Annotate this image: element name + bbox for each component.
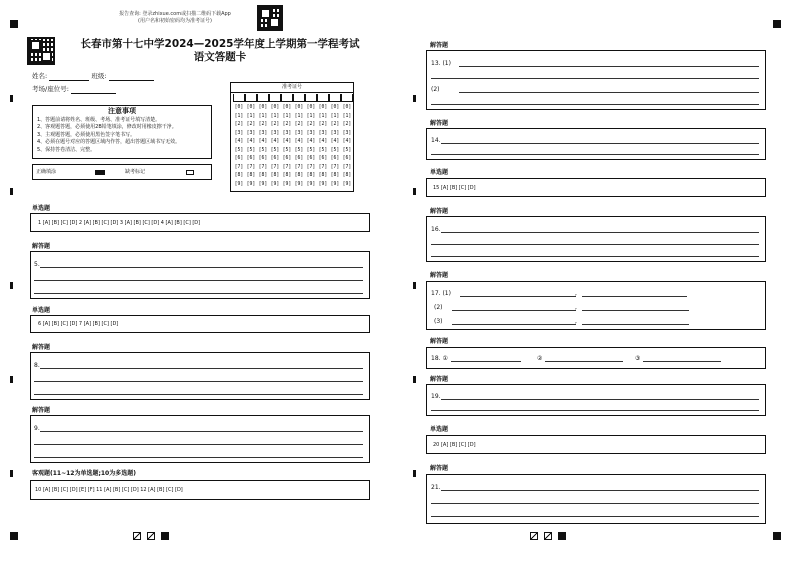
exam-id-bubble[interactable]: [0] [282, 105, 292, 110]
qr-code-top [257, 5, 283, 31]
exam-id-bubble[interactable]: [4] [258, 139, 268, 144]
exam-id-bubble[interactable]: [8] [342, 173, 352, 178]
exam-id-bubble[interactable]: [3] [318, 130, 328, 136]
section-label: 解答题 [32, 407, 51, 414]
exam-id-write-cells[interactable] [233, 94, 353, 102]
exam-id-bubble[interactable]: [2] [330, 122, 340, 127]
registration-mark-bottom-left [10, 532, 18, 540]
question-number-16: 16. [431, 226, 441, 233]
qr-code-header [27, 37, 55, 65]
timing-mark [10, 376, 13, 383]
exam-id-bubble[interactable]: [9] [342, 181, 352, 187]
timing-mark [10, 282, 13, 289]
exam-id-bubble[interactable]: [4] [246, 139, 256, 144]
registration-mark-top-right [773, 20, 781, 28]
exam-title-line2: 语文答题卡 [193, 51, 247, 63]
exam-id-bubble[interactable]: [4] [330, 139, 340, 144]
answer-box-q17[interactable] [426, 281, 766, 330]
answer-box-q13[interactable] [426, 50, 766, 110]
exam-id-bubble[interactable]: [6] [270, 156, 280, 161]
exam-id-bubble[interactable]: [9] [330, 181, 340, 187]
exam-id-bubble[interactable]: [4] [342, 139, 352, 144]
exam-id-bubble[interactable]: [5] [318, 147, 328, 153]
exam-id-bubble[interactable]: [7] [330, 164, 340, 170]
timing-mark [413, 376, 416, 383]
exam-id-bubble[interactable]: [8] [306, 173, 316, 178]
comma-17-2: , [575, 304, 577, 311]
exam-id-bubble[interactable]: [4] [282, 139, 292, 144]
single-choice-box-2 [30, 315, 370, 333]
report-query-line1: 报告查询: 登录zhixue.com或扫描二维码下载App [119, 11, 231, 17]
comma-17-1: , [575, 290, 577, 297]
exam-id-bubble[interactable]: [8] [246, 173, 256, 178]
single-choice-box-15 [426, 178, 766, 197]
blank-18-2-marker: ② [537, 355, 543, 362]
exam-id-bubble[interactable]: [8] [294, 173, 304, 178]
exam-id-bubble[interactable]: [8] [330, 173, 340, 178]
exam-id-bubble[interactable]: [8] [234, 173, 244, 178]
registration-mark-bottom-right [773, 532, 781, 540]
exam-id-bubble[interactable]: [4] [318, 139, 328, 144]
exam-id-bubble[interactable]: [7] [318, 164, 328, 170]
exam-id-bubble[interactable]: [5] [330, 147, 340, 153]
seat-label: 考场/座位号: [32, 85, 69, 93]
exam-id-bubble[interactable]: [0] [294, 105, 304, 110]
notes-item: 1、答题前请将姓名、班级、考场、准考证号填写清楚。 [37, 116, 161, 123]
exam-id-bubble[interactable]: [8] [318, 173, 328, 178]
exam-id-bubble[interactable]: [1] [282, 113, 292, 119]
correct-fill-label: 正确填涂 [36, 169, 57, 175]
exam-id-bubble[interactable]: [4] [234, 139, 244, 144]
exam-id-bubble[interactable]: [6] [234, 156, 244, 161]
page-mark-slash [530, 532, 538, 540]
exam-id-bubble[interactable]: [3] [342, 130, 352, 136]
exam-id-bubble[interactable]: [2] [246, 122, 256, 127]
seat-field[interactable] [71, 93, 116, 94]
question-number-13-2: (2) [431, 86, 440, 93]
exam-id-bubble[interactable]: [5] [246, 147, 256, 153]
exam-id-bubble[interactable]: [7] [342, 164, 352, 170]
exam-id-bubble[interactable]: [7] [246, 164, 256, 170]
exam-id-bubble[interactable]: [0] [234, 105, 244, 110]
section-label: 解答题 [430, 42, 449, 49]
exam-id-bubble[interactable]: [8] [282, 173, 292, 178]
exam-id-bubble[interactable]: [1] [306, 113, 316, 119]
timing-mark [10, 470, 13, 477]
exam-id-bubble[interactable]: [1] [342, 113, 352, 119]
question-number-8: 8. [34, 362, 40, 369]
notes-item: 3、主观题答题，必须使用黑色签字笔书写。 [37, 131, 136, 138]
exam-id-title: 准考证号 [231, 83, 353, 93]
exam-id-bubble[interactable]: [7] [294, 164, 304, 170]
answer-box-q8[interactable] [30, 352, 370, 400]
exam-id-bubble[interactable]: [5] [282, 147, 292, 153]
page-mark-filled [161, 532, 169, 540]
exam-id-bubble[interactable]: [0] [330, 105, 340, 110]
exam-id-bubble[interactable]: [6] [258, 156, 268, 161]
comma-17-3: , [575, 318, 577, 325]
exam-id-bubble[interactable]: [0] [270, 105, 280, 110]
exam-title [60, 38, 380, 64]
section-label: 单选题 [32, 307, 51, 314]
question-number-9: 9. [34, 425, 40, 432]
exam-id-bubble[interactable]: [3] [270, 130, 280, 136]
exam-id-bubble[interactable]: [1] [270, 113, 280, 119]
exam-id-bubble[interactable]: [6] [330, 156, 340, 161]
blank-18-3-marker: ③ [635, 355, 641, 362]
report-query-note [95, 11, 255, 25]
page-mark-slash [544, 532, 552, 540]
choice-options-10-12[interactable]: 10 [A] [B] [C] [D] [E] [F] 11 [A] [B] [C] [D] 12 [A] [B] [C] [D] [35, 487, 183, 493]
exam-id-bubble[interactable]: [7] [258, 164, 268, 170]
timing-mark [10, 95, 13, 102]
exam-id-bubble[interactable]: [7] [282, 164, 292, 170]
absent-mark-checkbox[interactable] [186, 170, 194, 175]
exam-id-bubble[interactable]: [6] [318, 156, 328, 161]
exam-id-bubble[interactable]: [8] [258, 173, 268, 178]
question-number-17-1: 17. (1) [431, 290, 451, 297]
student-info [32, 72, 232, 98]
correct-fill-sample [95, 170, 105, 175]
exam-id-bubble[interactable]: [5] [234, 147, 244, 153]
section-label: 解答题 [430, 338, 449, 345]
section-label: 单选题 [430, 426, 449, 433]
objective-choice-box [30, 480, 370, 500]
exam-id-bubble[interactable]: [4] [306, 139, 316, 144]
answer-box-q16[interactable] [426, 216, 766, 262]
exam-id-bubble[interactable]: [2] [270, 122, 280, 127]
question-number-5: 5. [34, 261, 40, 268]
answer-box-q18[interactable] [426, 347, 766, 369]
exam-id-bubble[interactable]: [9] [270, 181, 280, 187]
exam-id-bubble[interactable]: [6] [342, 156, 352, 161]
exam-id-bubble[interactable]: [2] [258, 122, 268, 127]
exam-id-bubble[interactable]: [9] [234, 181, 244, 187]
answer-box-q14[interactable] [426, 128, 766, 160]
exam-id-bubble[interactable]: [0] [318, 105, 328, 110]
exam-id-bubble[interactable]: [1] [330, 113, 340, 119]
exam-title-line1: 长春市第十七中学2024—2025学年度上学期第一学程考试 [80, 38, 360, 50]
exam-id-bubble[interactable]: [3] [330, 130, 340, 136]
single-choice-box-20 [426, 435, 766, 454]
class-field[interactable] [109, 80, 154, 81]
exam-id-bubble[interactable]: [0] [258, 105, 268, 110]
exam-id-bubble[interactable]: [1] [258, 113, 268, 119]
report-query-line2: (用户名和初始密码均为准考证号) [138, 18, 212, 24]
exam-id-bubble[interactable]: [3] [234, 130, 244, 136]
page-mark-slash [133, 532, 141, 540]
notes-item: 2、客观题答题，必须使用2B铅笔填涂，修改时用橡皮擦干净。 [37, 124, 177, 130]
section-label: 解答题 [430, 208, 449, 215]
timing-mark [413, 188, 416, 195]
fill-example-box [32, 164, 212, 180]
timing-mark [413, 470, 416, 477]
question-number-14: 14. [431, 137, 441, 144]
section-label: 单选题 [430, 169, 449, 176]
answer-box-q19[interactable] [426, 384, 766, 416]
exam-id-bubble[interactable]: [7] [234, 164, 244, 170]
exam-id-bubble[interactable]: [3] [294, 130, 304, 136]
exam-id-bubble[interactable]: [9] [318, 181, 328, 187]
name-label: 姓名: [32, 72, 48, 80]
question-number-18: 18. ① [431, 355, 448, 362]
exam-id-bubble[interactable]: [1] [294, 113, 304, 119]
choice-options-1-4[interactable]: 1 [A] [B] [C] [D] 2 [A] [B] [C] [D] 3 [A] [B] [C] [D] 4 [A] [B] [C] [D] [38, 220, 201, 226]
exam-id-bubble[interactable]: [5] [342, 147, 352, 153]
question-number-21: 21. [431, 484, 441, 491]
notes-item: 4、必须在题号对应的答题区域内作答，超出答题区域书写无效。 [37, 139, 181, 145]
exam-id-bubble[interactable]: [5] [270, 147, 280, 153]
exam-id-bubble[interactable]: [1] [234, 113, 244, 119]
exam-id-bubble[interactable]: [9] [306, 181, 316, 187]
name-field[interactable] [49, 80, 89, 81]
section-label: 解答题 [430, 272, 449, 279]
exam-id-bubble[interactable]: [0] [342, 105, 352, 110]
exam-id-bubble-grid[interactable] [233, 104, 353, 189]
exam-id-bubble[interactable]: [6] [246, 156, 256, 161]
section-label: 解答题 [430, 376, 449, 383]
exam-id-box [230, 82, 354, 192]
exam-id-bubble[interactable]: [2] [318, 122, 328, 127]
section-label: 客观题(11~12为单选题;10为多选题) [32, 470, 136, 477]
exam-id-bubble[interactable]: [3] [282, 130, 292, 136]
question-number-19: 19. [431, 393, 441, 400]
section-label: 解答题 [430, 465, 449, 472]
exam-id-bubble[interactable]: [7] [306, 164, 316, 170]
section-label: 单选题 [32, 205, 51, 212]
question-number-17-3: (3) [434, 318, 443, 325]
exam-id-bubble[interactable]: [4] [294, 139, 304, 144]
exam-id-bubble[interactable]: [4] [270, 139, 280, 144]
notes-title: 注意事项 [108, 107, 136, 115]
exam-id-bubble[interactable]: [9] [258, 181, 268, 187]
exam-id-bubble[interactable]: [0] [246, 105, 256, 110]
exam-id-bubble[interactable]: [2] [282, 122, 292, 127]
exam-id-bubble[interactable]: [9] [294, 181, 304, 187]
exam-id-bubble[interactable]: [6] [294, 156, 304, 161]
exam-id-bubble[interactable]: [0] [306, 105, 316, 110]
section-label: 解答题 [430, 120, 449, 127]
exam-id-bubble[interactable]: [2] [234, 122, 244, 127]
exam-id-bubble[interactable]: [3] [258, 130, 268, 136]
answer-box-q21[interactable] [426, 474, 766, 524]
exam-id-bubble[interactable]: [6] [306, 156, 316, 161]
exam-id-bubble[interactable]: [7] [270, 164, 280, 170]
exam-id-bubble[interactable]: [2] [342, 122, 352, 127]
timing-mark [413, 282, 416, 289]
question-number-13-1: 13. (1) [431, 60, 451, 67]
page-mark-slash [147, 532, 155, 540]
exam-id-bubble[interactable]: [3] [246, 130, 256, 136]
exam-id-bubble[interactable]: [2] [294, 122, 304, 127]
timing-mark [413, 95, 416, 102]
class-label: 班级: [91, 72, 107, 80]
absent-mark-label: 缺考标记 [125, 169, 146, 175]
choice-options-15[interactable]: 15 [A] [B] [C] [D] [433, 185, 476, 191]
registration-mark-top-left [10, 20, 18, 28]
exam-id-bubble[interactable]: [5] [294, 147, 304, 153]
exam-id-bubble[interactable]: [2] [306, 122, 316, 127]
exam-id-bubble[interactable]: [1] [246, 113, 256, 119]
exam-id-bubble[interactable]: [9] [246, 181, 256, 187]
exam-id-bubble[interactable]: [3] [306, 130, 316, 136]
choice-options-20[interactable]: 20 [A] [B] [C] [D] [433, 442, 476, 448]
section-label: 解答题 [32, 344, 51, 351]
answer-box-q9[interactable] [30, 415, 370, 463]
question-number-17-2: (2) [434, 304, 443, 311]
notes-item: 5、保持答卷清洁、完整。 [37, 146, 96, 153]
single-choice-box-1 [30, 213, 370, 232]
section-label: 解答题 [32, 243, 51, 250]
exam-id-bubble[interactable]: [8] [270, 173, 280, 178]
answer-box-q5[interactable] [30, 251, 370, 299]
timing-mark [10, 188, 13, 195]
exam-id-bubble[interactable]: [1] [318, 113, 328, 119]
exam-id-bubble[interactable]: [9] [282, 181, 292, 187]
exam-id-bubble[interactable]: [5] [258, 147, 268, 153]
page-mark-filled [558, 532, 566, 540]
exam-id-bubble[interactable]: [6] [282, 156, 292, 161]
choice-options-6-7[interactable]: 6 [A] [B] [C] [D] 7 [A] [B] [C] [D] [38, 321, 119, 327]
notes-box [32, 105, 212, 159]
exam-id-bubble[interactable]: [5] [306, 147, 316, 153]
